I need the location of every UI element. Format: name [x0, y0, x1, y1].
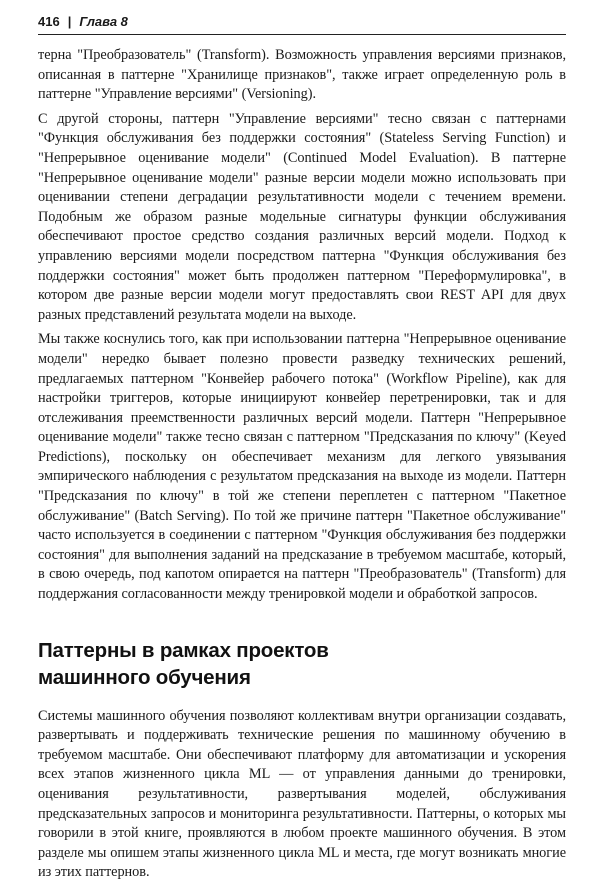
section-heading: [38, 637, 566, 691]
paragraph-continuation: терна "Преобразователь" (Transform). Возможность управления версиями признаков, описанная в паттерне "Хранилище признаков", также играет определенную роль в паттерне "Управление версиями" (Versioning).: [38, 47, 566, 103]
paragraph-continued-evaluation: Мы также коснулись того, как при использовании паттерна "Непрерывное оценивание модели" нередко бывает полезно провести разведку технических решений, предлагаемых паттерном "Конвейер рабочего потока" (Workflow Pipeline), как для настройки триггеров, которые инициируют конвейер перетренировки, так и для отслеживания преемственности различных версий модели. Паттерн "Непрерывное оценивание модели" также тесно связан с паттерном "Предсказания по ключу" (Keyed Predictions), поскольку он обеспечивает механизм для легкого увязывания эмпирического наблюдения с результатом предсказания на выходе из модели. Паттерн "Предсказания по ключу" в той же степени переплетен с паттерном "Пакетное обслуживание" (Batch Serving). По той же причине паттерн "Пакетное обслуживание" часто используется в соединении с паттерном "Функция обслуживания без поддержки состояния" для выполнения заданий на предсказание в требуемом масштабе, который, в свою очередь, под капотом опирается на паттерн "Преобразователь" (Transform) для поддержания согласованности между тренировкой модели и обработкой запросов.: [38, 331, 566, 603]
paragraph-versioning-relations: С другой стороны, паттерн "Управление версиями" тесно связан с паттернами "Функция обслуживания без поддержки состояния" (Stateless Serving Function) и "Непрерывное оценивание модели" (Continued Model Evaluation). В паттерне "Непрерывное оценивание модели" разные версии модели можно использовать при оценивании степени деградации результативности модели с течением времени. Подобным же образом разные модельные сигнатуры функции обслуживания обеспечивают простое средство создания различных версий модели. Подход к управлению версиями модели посредством паттерна "Функция обслуживания без поддержки состояния" может быть продолжен паттерном "Переформулировка", в котором две разные версии модели могут предоставлять свои REST API для двух разных представлений результата модели на выходе.: [38, 110, 566, 323]
header-separator: |: [67, 14, 72, 29]
chapter-label: Глава 8: [79, 14, 128, 29]
section-body-paragraph: Системы машинного обучения позволяют коллективам внутри организации создавать, развертывать и поддерживать технические решения по машинному обучению в требуемом масштабе. Они обеспечивают платформу для автоматизации и ускорения всех этапов жизненного цикла ML — от управления данными до тренировки, оценивания результативности, развертывания моделей, обслуживания предсказательных запросов и мониторинга результативности. Паттерны, о которых мы говорили в этой книге, проявляются в любом проекте машинного обучения. В этом разделе мы опишем этапы жизненного цикла ML и места, где могут возникать многие из этих паттернов.: [38, 707, 566, 881]
section-heading-line-1: Паттерны в рамках проектов: [38, 638, 329, 662]
running-header: [38, 14, 566, 35]
page-number: 416: [38, 14, 60, 29]
section-heading-line-2: машинного обучения: [38, 665, 251, 689]
